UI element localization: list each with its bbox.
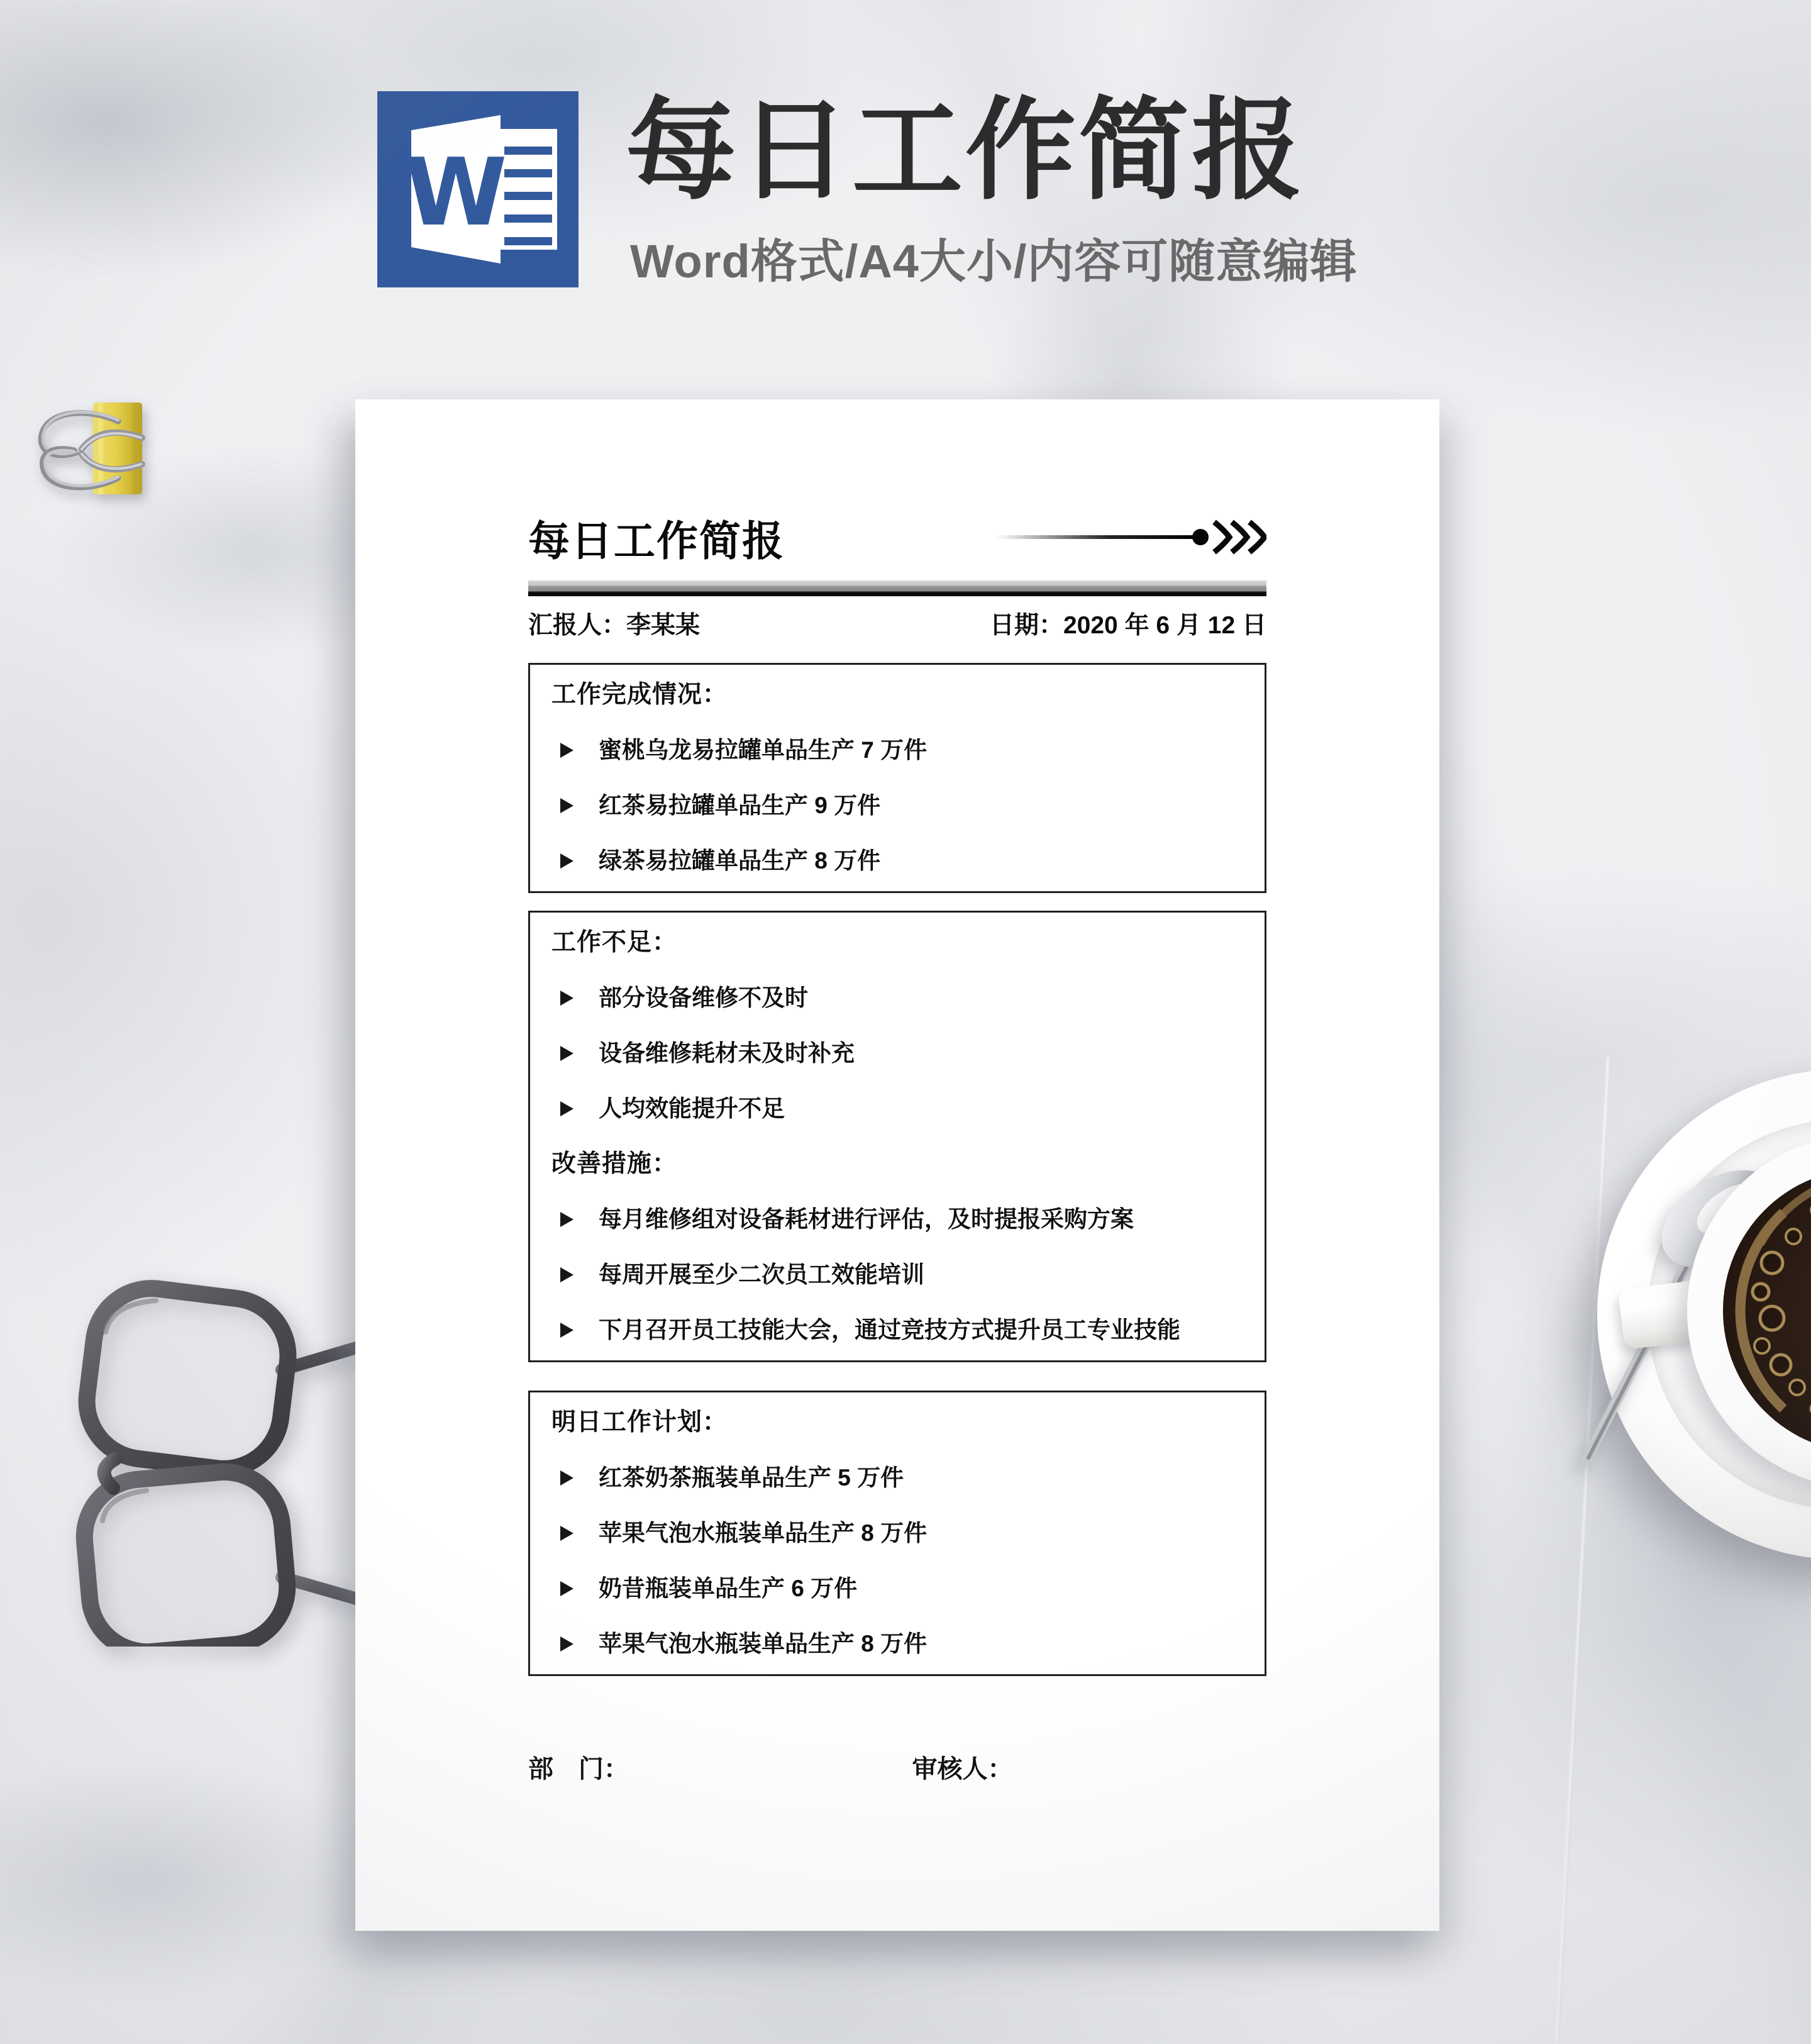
bullet-arrow-icon	[560, 743, 573, 758]
section-heading: 工作不足：	[551, 929, 678, 956]
list-item: 人均效能提升不足	[551, 1095, 1243, 1123]
bullet-arrow-icon	[560, 1323, 573, 1338]
list-item: 部分设备维修不及时	[551, 984, 1243, 1012]
list-item: 蜜桃乌龙易拉罐单品生产 7 万件	[551, 736, 1243, 764]
word-logo-icon	[377, 91, 579, 287]
section-box-completed	[528, 663, 1266, 893]
banner-title: 每日工作简报	[626, 89, 1305, 213]
coffee-crema-bubbles	[1723, 1169, 1811, 1453]
bullet-arrow-icon	[560, 1470, 573, 1486]
list-item: 红茶奶茶瓶装单品生产 5 万件	[551, 1464, 1243, 1492]
list-item: 苹果气泡水瓶装单品生产 8 万件	[551, 1630, 1243, 1658]
section-heading: 改善措施：	[551, 1150, 678, 1177]
banner-subtitle: Word格式/A4大小/内容可随意编辑	[630, 235, 1358, 287]
bullet-arrow-icon	[560, 1101, 573, 1116]
document-page	[355, 399, 1439, 1931]
list-item: 每月维修组对设备耗材进行评估，及时提报采购方案	[551, 1206, 1243, 1233]
list-item: 奶昔瓶装单品生产 6 万件	[551, 1575, 1243, 1602]
bullet-arrow-icon	[560, 1636, 573, 1652]
list-item: 绿茶易拉罐单品生产 8 万件	[551, 847, 1243, 875]
section-heading: 工作完成情况：	[551, 681, 728, 708]
binder-clip-prop	[19, 389, 163, 514]
section-heading: 明日工作计划：	[551, 1409, 728, 1436]
list-item: 下月召开员工技能大会，通过竞技方式提升员工专业技能	[551, 1316, 1243, 1344]
section-box-shortcomings	[528, 911, 1266, 1362]
bullet-arrow-icon	[560, 991, 573, 1006]
list-item: 设备维修耗材未及时补充	[551, 1040, 1243, 1067]
bullet-arrow-icon	[560, 1267, 573, 1282]
bullet-arrow-icon	[560, 1212, 573, 1227]
list-item: 红茶易拉罐单品生产 9 万件	[551, 792, 1243, 819]
date-label: 日期：2020 年 6 月 12 日	[989, 612, 1266, 639]
list-item: 苹果气泡水瓶装单品生产 8 万件	[551, 1519, 1243, 1547]
bullet-arrow-icon	[560, 1581, 573, 1596]
document-footer	[528, 1749, 1266, 1783]
word-logo-letter: W	[404, 138, 507, 247]
bullet-arrow-icon	[560, 853, 573, 869]
department-label: 部 门：	[528, 1755, 629, 1783]
title-arrow-icon	[996, 516, 1266, 558]
bullet-arrow-icon	[560, 1046, 573, 1061]
document-title: 每日工作简报	[528, 517, 785, 564]
section-box-tomorrow-plan	[528, 1391, 1266, 1676]
reviewer-label: 审核人：	[912, 1755, 1013, 1783]
list-item: 每周开展至少二次员工效能培训	[551, 1261, 1243, 1289]
title-rule	[528, 580, 1266, 596]
bullet-arrow-icon	[560, 1526, 573, 1541]
bullet-arrow-icon	[560, 798, 573, 813]
reporter-label: 汇报人：李某某	[528, 612, 701, 639]
